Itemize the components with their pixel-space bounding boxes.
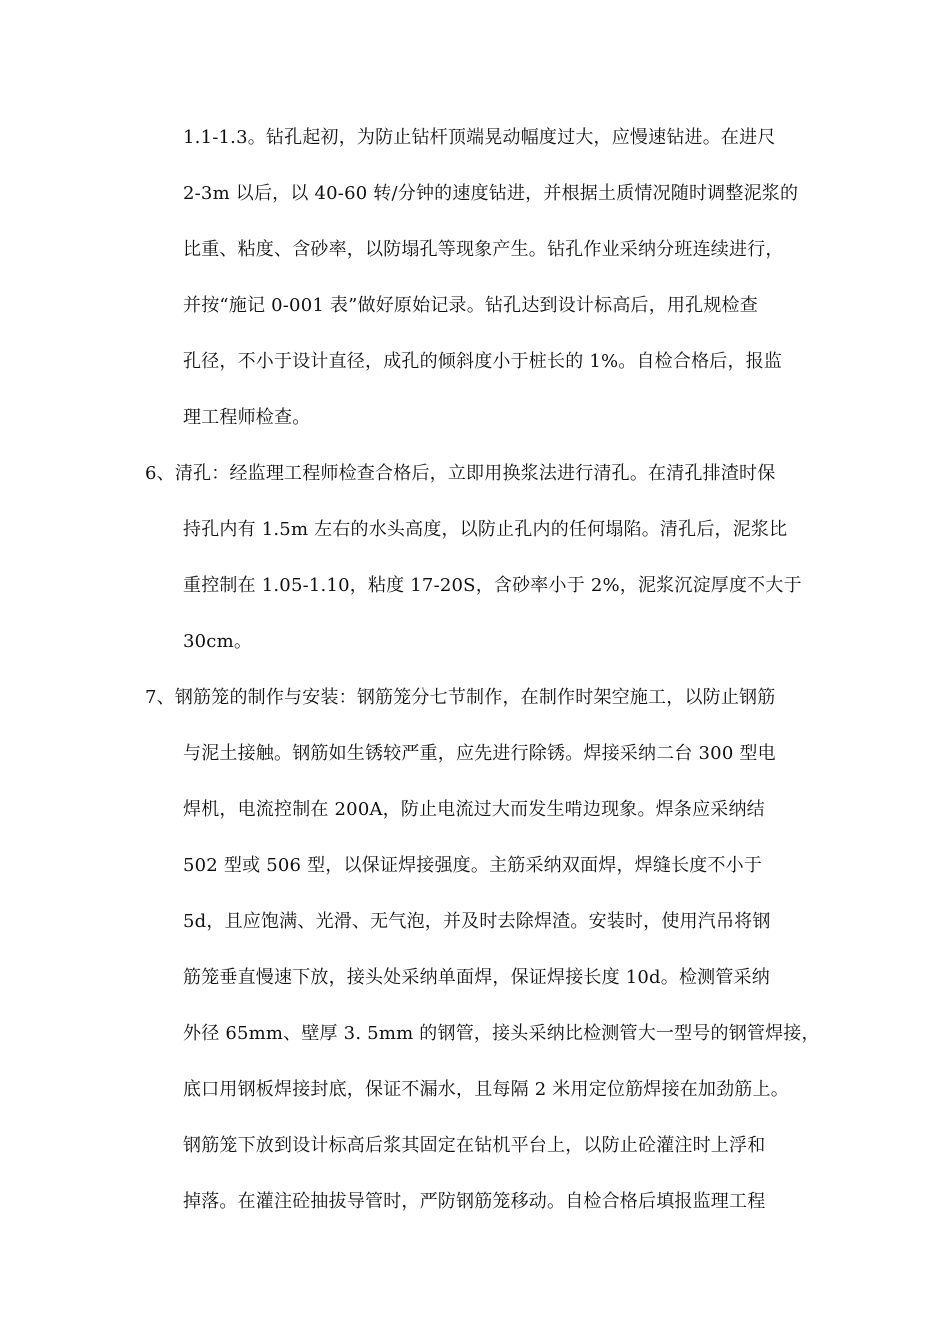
paragraph-line: 比重、粘度、含砂率，以防塌孔等现象产生。钻孔作业采纳分班连续进行， — [183, 239, 784, 260]
list-item-heading: 7、钢筋笼的制作与安装：钢筋笼分七节制作，在制作时架空施工，以防止钢筋 — [145, 687, 776, 708]
paragraph-line: 1.1-1.3。钻孔起初，为防止钻杆顶端晃动幅度过大，应慢速钻进。在进尺 — [183, 127, 776, 148]
paragraph-line: 筋笼垂直慢速下放，接头处采纳单面焊，保证焊接长度 10d。检测管采纳 — [183, 967, 770, 988]
paragraph-line: 掉落。在灌注砼抽拔导管时，严防钢筋笼移动。自检合格后填报监理工程 — [183, 1191, 766, 1212]
paragraph-line: 钢筋笼下放到设计标高后浆其固定在钻机平台上，以防止砼灌注时上浮和 — [183, 1135, 766, 1156]
paragraph-line: 外径 65mm、壁厚 3. 5mm 的钢管，接头采纳比检测管大一型号的钢管焊接， — [183, 1023, 820, 1044]
paragraph-line: 理工程师检查。 — [183, 407, 311, 428]
paragraph-line: 底口用钢板焊接封底，保证不漏水，且每隔 2 米用定位筋焊接在加劲筋上。 — [183, 1079, 789, 1100]
paragraph-line: 孔径，不小于设计直径，成孔的倾斜度小于桩长的 1%。自检合格后，报监 — [183, 351, 783, 372]
list-item-heading: 6、清孔：经监理工程师检查合格后，立即用换浆法进行清孔。在清孔排渣时保 — [145, 463, 776, 484]
paragraph-line: 2-3m 以后，以 40-60 转/分钟的速度钻进，并根据土质情况随时调整泥浆的 — [183, 183, 799, 204]
paragraph-line: 并按“施记 0-001 表”做好原始记录。钻孔达到设计标高后，用孔规检查 — [183, 295, 758, 316]
paragraph-line: 30cm。 — [183, 631, 253, 652]
paragraph-line: 持孔内有 1.5m 左右的水头高度，以防止孔内的任何塌陷。清孔后，泥浆比 — [183, 519, 788, 540]
paragraph-line: 重控制在 1.05-1.10，粘度 17-20S，含砂率小于 2%，泥浆沉淀厚度不大于 — [183, 575, 802, 596]
paragraph-line: 与泥土接触。钢筋如生锈较严重，应先进行除锈。焊接采纳二台 300 型电 — [183, 743, 776, 764]
paragraph-line: 焊机，电流控制在 200A，防止电流过大而发生啃边现象。焊条应采纳结 — [183, 799, 765, 820]
paragraph-line: 5d，且应饱满、光滑、无气泡，并及时去除焊渣。安装时，使用汽吊将钢 — [183, 911, 771, 932]
paragraph-line: 502 型或 506 型，以保证焊接强度。主筋采纳双面焊，焊缝长度不小于 — [183, 855, 763, 876]
